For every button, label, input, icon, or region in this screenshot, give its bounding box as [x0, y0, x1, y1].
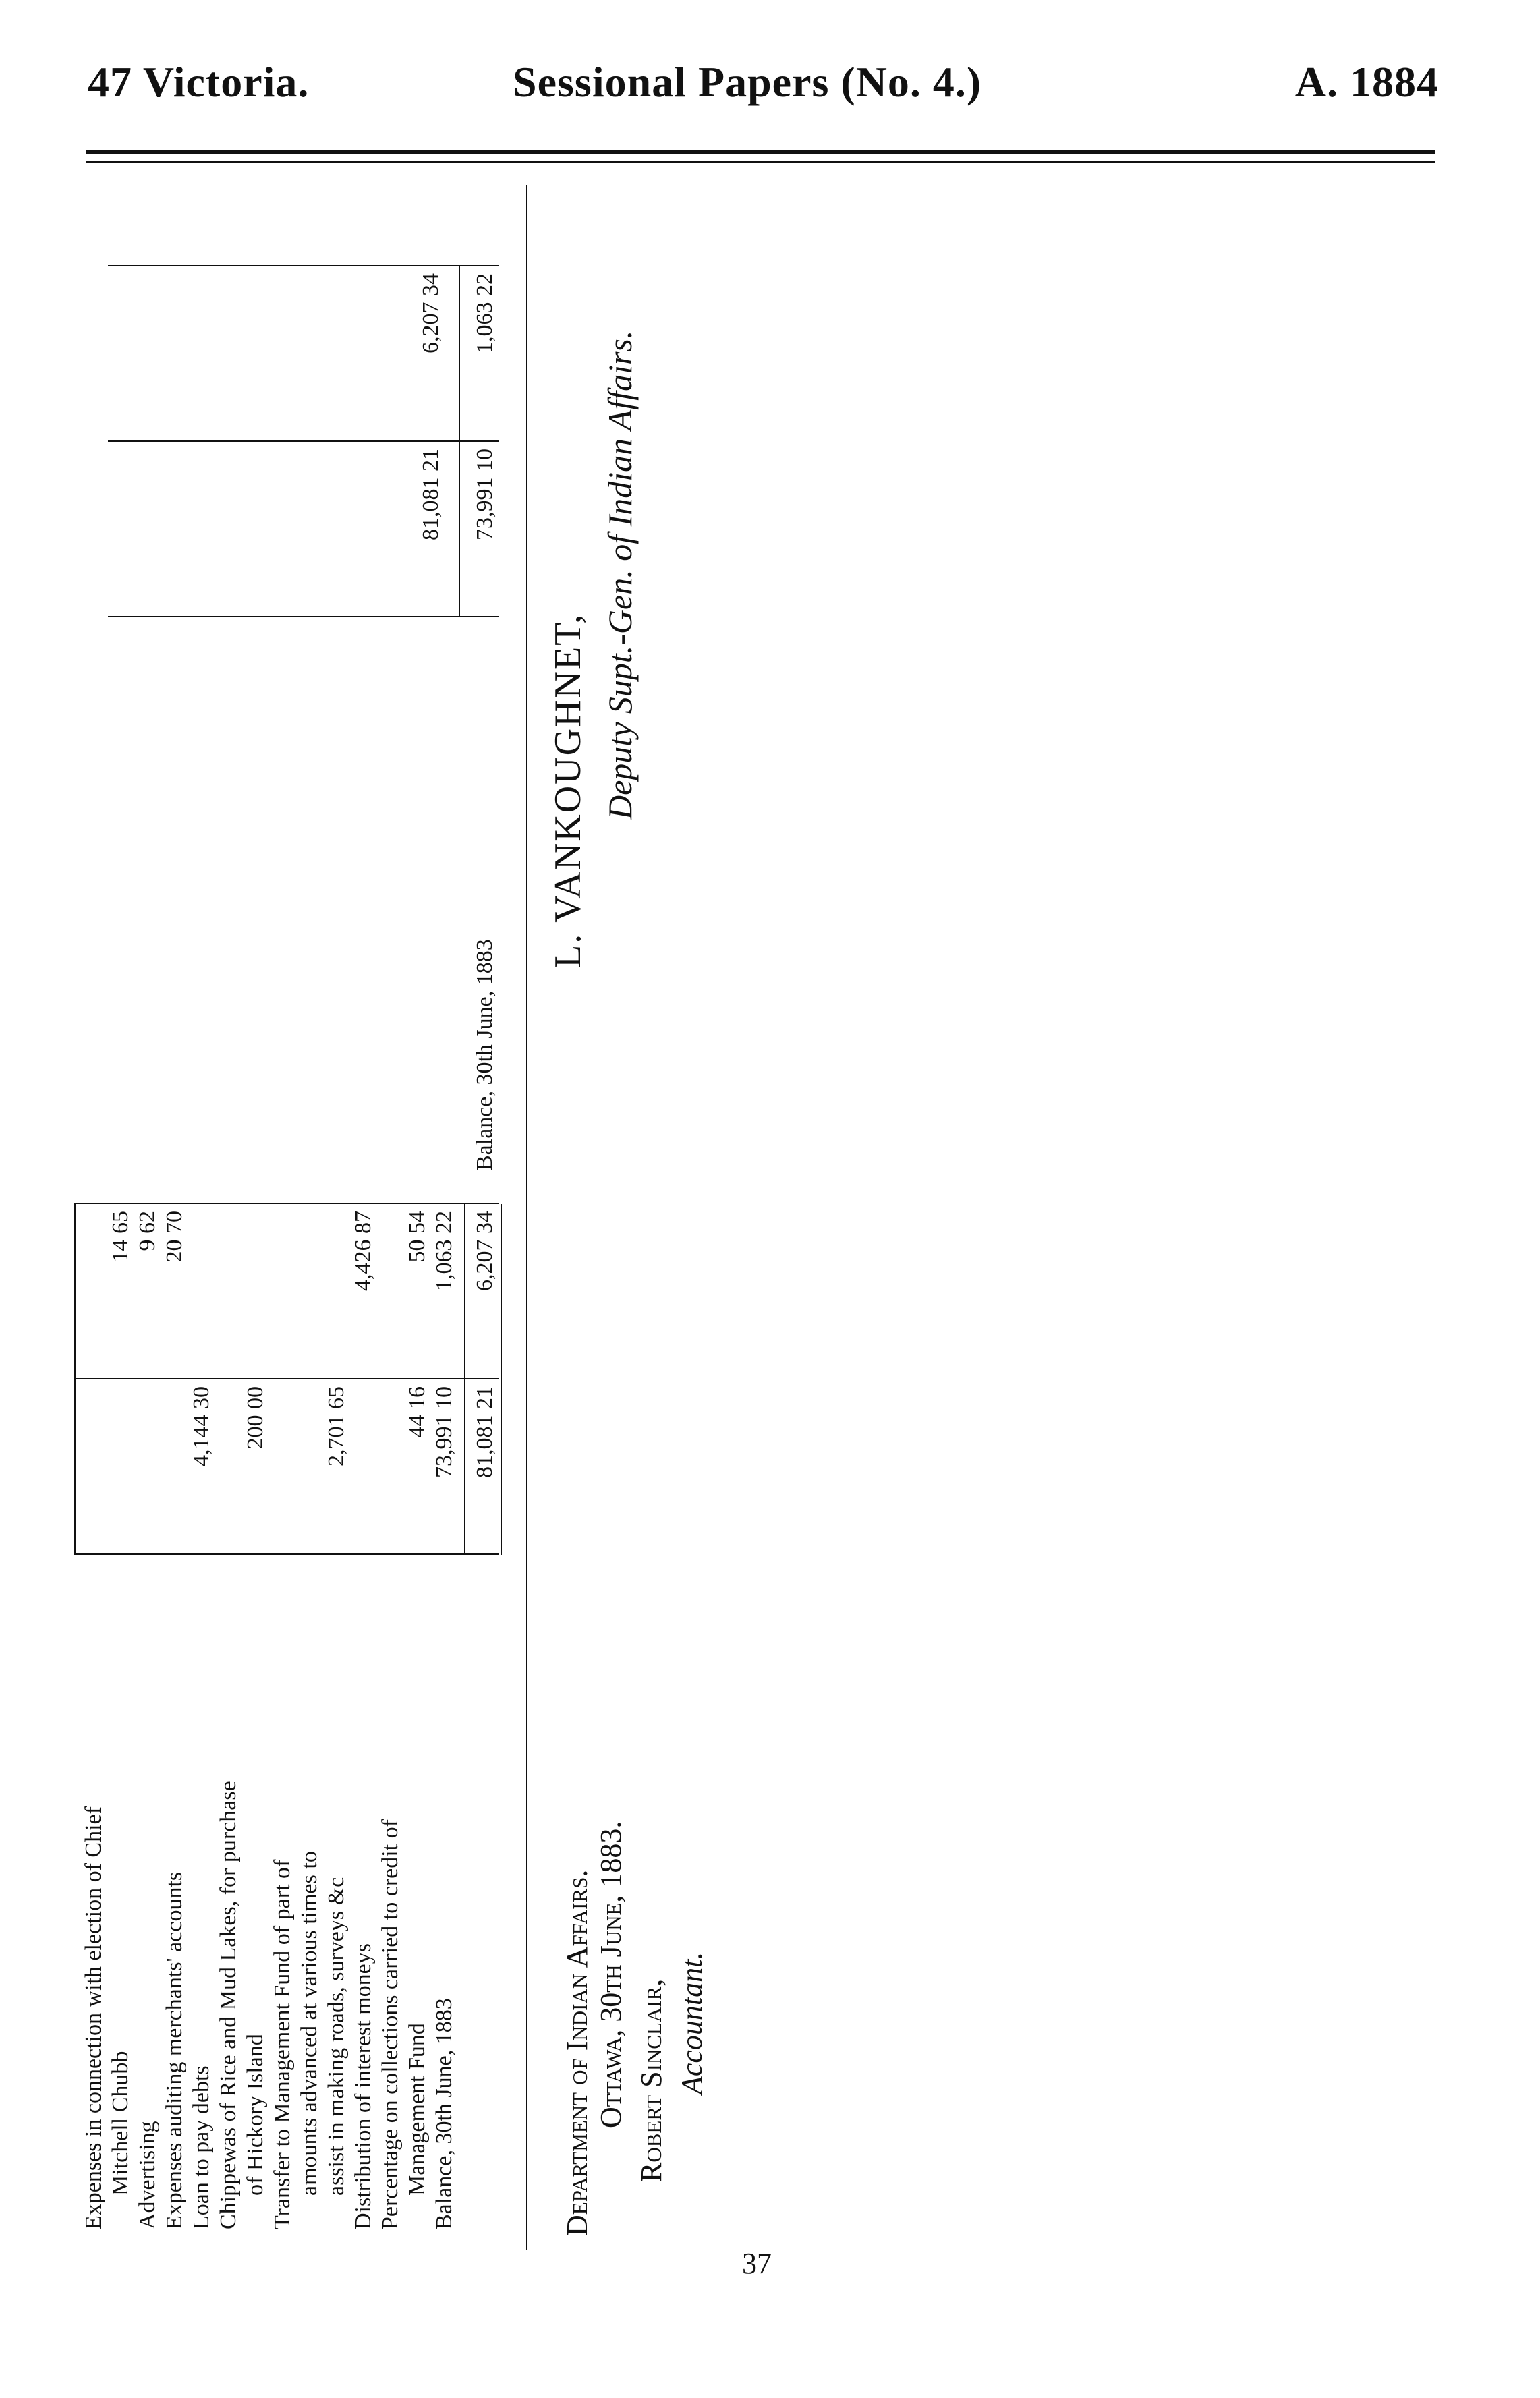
item-text: amounts advanced at various times to — [297, 1851, 322, 2196]
column-rule — [108, 265, 499, 266]
item-text: Mitchell Chubb — [108, 2051, 133, 2196]
item-text: Balance, 30th June, 1883 — [432, 1998, 457, 2229]
amount: 4,144 30 — [189, 1386, 214, 1466]
total-amount: 6,207 34 — [472, 1211, 497, 1291]
receipt-total: 6,207 34 — [418, 273, 443, 353]
item-text: assist in making roads, surveys &c — [324, 1877, 349, 2196]
rotated-statement — [0, 91, 1349, 2317]
item-text: Distribution of interest moneys — [351, 1943, 376, 2229]
department-date: Ottawa, 30th June, 1883. — [594, 1821, 627, 2128]
item-text: Transfer to Management Fund of part of — [270, 1859, 295, 2229]
signatory-title: Deputy Supt.-Gen. of Indian Affairs. — [601, 330, 639, 820]
amount: 50 54 — [405, 1211, 430, 1263]
header-title: Sessional Papers (No. 4.) — [513, 58, 982, 106]
receipt-balance-label: Balance, 30th June, 1883 — [472, 939, 497, 1170]
amount: 1,063 22 — [432, 1211, 457, 1291]
receipt-balance: 73,991 10 — [472, 449, 497, 540]
item-text: Advertising — [135, 2121, 160, 2229]
accountant-title: Accountant. — [675, 1951, 708, 2094]
header-session: 47 Victoria. — [88, 58, 310, 106]
amount: 44 16 — [405, 1386, 430, 1438]
amount: 9 62 — [135, 1211, 160, 1251]
receipt-total: 81,081 21 — [418, 449, 443, 540]
column-rule — [74, 1378, 499, 1379]
amount: 73,991 10 — [432, 1386, 457, 1478]
accountant-name: Robert Sinclair, — [635, 1978, 668, 2182]
amount: 4,426 87 — [351, 1211, 376, 1291]
receipt-rule — [459, 266, 460, 617]
item-text: Expenses in connection with election of Chief — [81, 1806, 106, 2229]
item-text: Expenses auditing merchants' accounts — [162, 1871, 187, 2229]
item-text: Percentage on collections carried to credit of — [378, 1819, 403, 2229]
department-name: Department of Indian Affairs. — [561, 1869, 594, 2236]
item-text: Loan to pay debts — [189, 2065, 214, 2229]
page-number: 37 — [742, 2247, 772, 2280]
receipt-balance: 1,063 22 — [472, 273, 497, 353]
amount: 20 70 — [162, 1211, 187, 1263]
item-text: of Hickory Island — [243, 2034, 268, 2196]
amount: 14 65 — [108, 1211, 133, 1263]
item-text: Management Fund — [405, 2023, 430, 2196]
signatory-name: L. VANKOUGHNET, — [547, 612, 589, 968]
header-year: A. 1884 — [1294, 58, 1439, 106]
column-rule — [108, 616, 499, 617]
section-divider — [526, 185, 527, 2250]
total-amount: 81,081 21 — [472, 1386, 497, 1478]
column-rule — [74, 1553, 499, 1555]
amount: 200 00 — [243, 1386, 268, 1450]
total-rule-bottom — [501, 1204, 502, 1555]
amount: 2,701 65 — [324, 1386, 349, 1466]
total-rule — [464, 1204, 465, 1555]
top-rule — [74, 1204, 76, 1555]
column-rule — [74, 1203, 499, 1204]
item-text: Chippewas of Rice and Mud Lakes, for purchase — [216, 1781, 241, 2229]
column-rule — [108, 440, 499, 442]
